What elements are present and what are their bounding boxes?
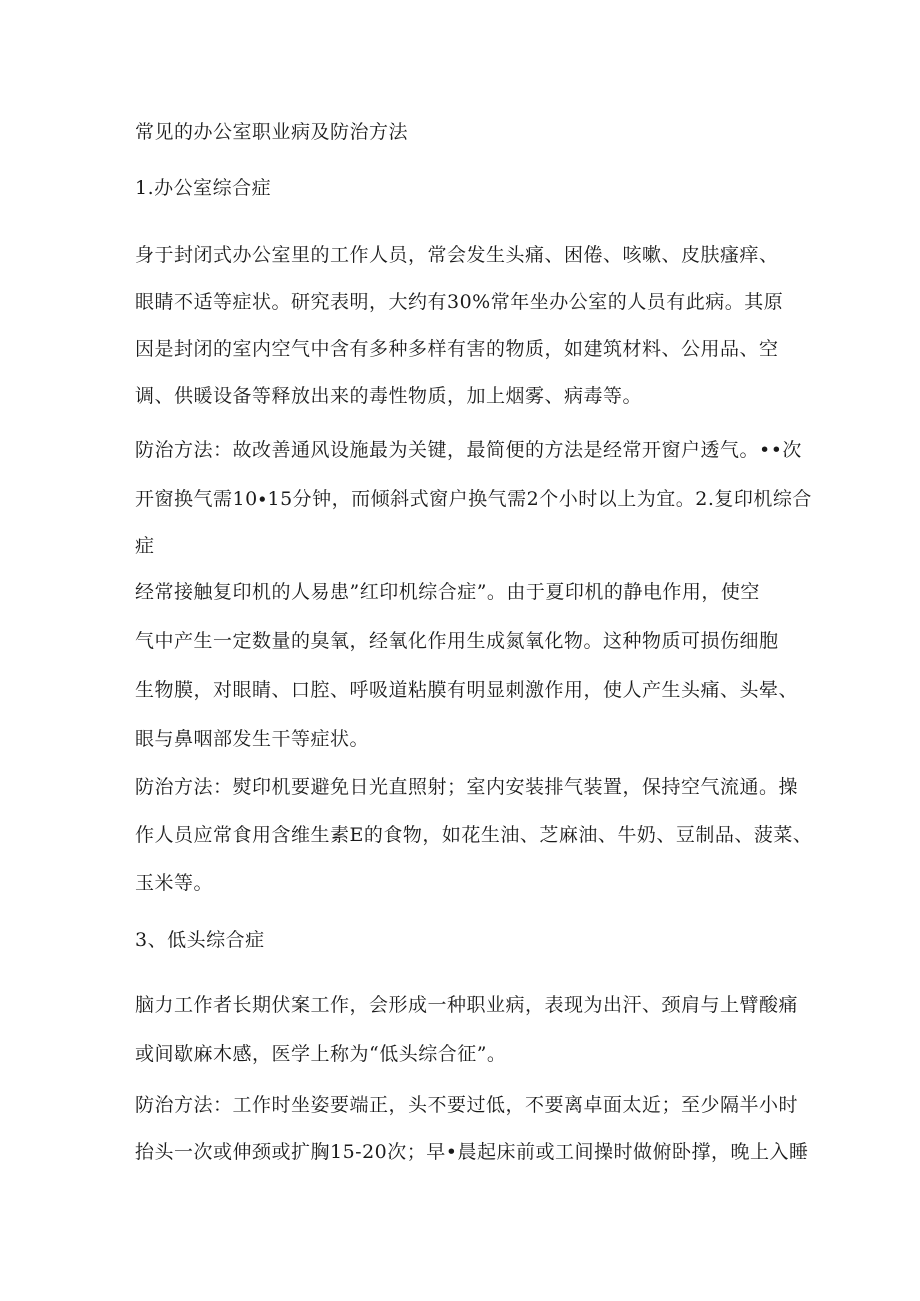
section-3-paragraph-line: 或间歇麻木感，医学上称为“低头综合征”。	[135, 1043, 507, 1065]
section-3-heading: 3、低头综合症	[135, 929, 265, 951]
section-1-prevention-line: 防治方法：故改善通风设施最为关键，最简便的方法是经常开窗户透气。••次	[135, 439, 802, 461]
section-2-prevention-line: 玉米等。	[135, 872, 214, 894]
document-title: 常见的办公室职业病及防治方法	[135, 121, 409, 143]
section-2-prevention-line: 作人员应常食用含维生素E的食物，如花生油、芝麻油、牛奶、豆制品、菠菜、	[135, 824, 813, 846]
section-1-paragraph-line: 调、供暖设备等释放出来的毒性物质，加上烟雾、病毒等。	[135, 385, 643, 407]
section-1-paragraph-line: 眼睛不适等症状。研究表明，大约有30%常年坐办公室的人员有此病。其原	[135, 291, 784, 313]
section-1-paragraph-line: 身于封闭式办公室里的工作人员，常会发生头痛、困倦、咳嗽、皮肤瘙痒、	[135, 244, 779, 266]
section-2-paragraph-line: 眼与鼻咽部发生干等症状。	[135, 728, 370, 750]
section-3-paragraph-line: 脑力工作者长期伏案工作，会形成一种职业病，表现为出汗、颈肩与上臂酸痛	[135, 994, 799, 1016]
section-2-paragraph-line: 生物膜，对眼睛、口腔、呼吸道粘膜有明显刺激作用，使人产生头痛、头晕、	[135, 679, 799, 701]
section-1-paragraph-line: 因是封闭的室内空气中含有多种多样有害的物质，如建筑材料、公用品、空	[135, 338, 779, 360]
section-1-prevention-line: 开窗换气需10∙15分钟，而倾斜式窗户换气需2个小时以上为宜。2.复印机综合	[135, 488, 812, 510]
section-2-prevention-line: 防治方法：熨印机要避免日光直照射；室内安装排气装置，保持空气流通。操	[135, 776, 799, 798]
section-1-heading: 1.办公室综合症	[135, 177, 272, 199]
section-2-paragraph-line: 经常接触复印机的人易患”红印机综合症”。由于夏印机的静电作用，使空	[135, 581, 760, 603]
section-3-prevention-line: 防治方法：工作时坐姿要端正，头不要过低，不要离卓面太近；至少隔半小时	[135, 1094, 799, 1116]
section-2-paragraph-line: 气中产生一定数量的臭氧，经氧化作用生成氮氧化物。这种物质可损伤细胞	[135, 630, 779, 652]
section-3-prevention-line: 抬头一次或伸颈或扩胸15-20次；早•晨起床前或工间操时做俯卧撑，晚上入睡	[135, 1141, 809, 1163]
section-1-prevention-line: 症	[135, 535, 155, 557]
